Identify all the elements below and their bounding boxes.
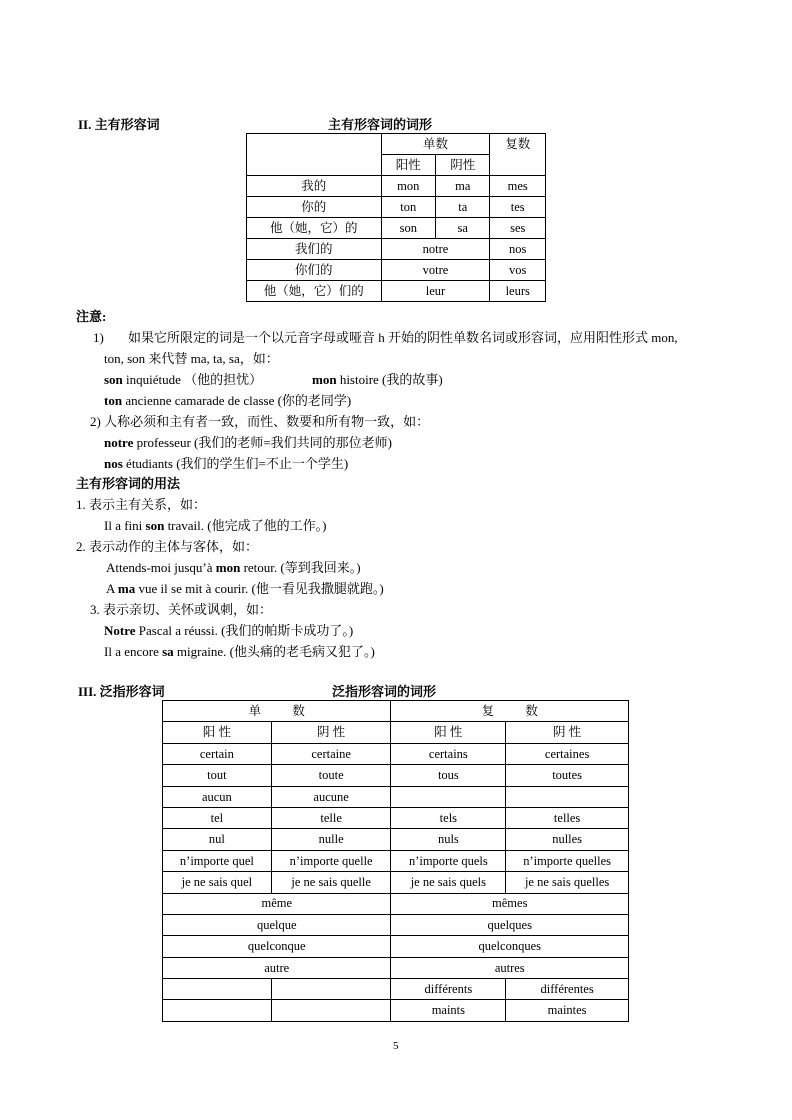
example-keyword: ma — [117, 581, 136, 596]
table-row — [247, 197, 546, 218]
example-line — [104, 394, 351, 407]
cell: tels — [391, 807, 506, 828]
row-label: 他（她，它）们的 — [247, 281, 382, 302]
note-1-text-cont: ton, son 来代替 ma, ta, sa，如： — [104, 351, 279, 366]
row-label: 我的 — [247, 176, 382, 197]
table-row — [163, 979, 629, 1000]
cell: n’importe quelle — [271, 850, 391, 871]
cell: toutes — [506, 765, 629, 786]
cell: telle — [271, 807, 391, 828]
cell — [391, 786, 506, 807]
table-title-possessive: 主有形容词的词形 — [328, 117, 433, 132]
cell — [271, 1000, 391, 1021]
example-text: A — [106, 581, 118, 596]
cell: autre — [163, 957, 391, 978]
cell-singular: votre — [381, 260, 490, 281]
example-keyword: mon — [215, 560, 241, 575]
table-row — [163, 1000, 629, 1021]
cell: certains — [391, 743, 506, 764]
head-plural: 复 数 — [391, 701, 629, 722]
example-text: migraine. (他头痛的老毛病又犯了。) — [173, 644, 375, 659]
note-1-number: 1) — [93, 330, 104, 345]
head-fem: 阴 性 — [271, 722, 391, 743]
table-row — [247, 239, 546, 260]
cell-fem: ma — [436, 176, 490, 197]
example-keyword: son — [145, 518, 165, 533]
cell: nulles — [506, 829, 629, 850]
table-row — [163, 872, 629, 893]
table-title-indefinite: 泛指形容词的词形 — [332, 684, 437, 699]
cell-masc: mon — [381, 176, 436, 197]
example-line — [104, 457, 348, 470]
table-row — [163, 914, 629, 935]
example-line — [104, 519, 326, 532]
cell: nuls — [391, 829, 506, 850]
cell-plural: ses — [490, 218, 546, 239]
example-line — [104, 373, 262, 386]
cell — [163, 1000, 272, 1021]
example-keyword: notre — [104, 435, 134, 450]
cell: je ne sais quelles — [506, 872, 629, 893]
usage-item-1: 1. 表示主有关系，如： — [76, 497, 207, 512]
note-1-text: 如果它所限定的词是一个以元音字母或哑音 h 开始的阴性单数名词或形容词，应用阳性形式 mon, — [128, 330, 678, 345]
cell: quelconques — [391, 936, 629, 957]
example-text: professeur (我们的老师=我们共同的那位老师) — [133, 435, 393, 450]
table-row — [163, 765, 629, 786]
usage-title: 主有形容词的用法 — [76, 476, 181, 491]
usage-item-3: 3. 表示亲切、关怀或讽刺，如： — [90, 602, 273, 617]
table-corner — [247, 134, 382, 176]
table-row — [247, 176, 546, 197]
row-label: 你们的 — [247, 260, 382, 281]
example-text: retour. (等到我回来。) — [240, 560, 361, 575]
example-line — [104, 436, 392, 449]
cell: différents — [391, 979, 506, 1000]
example-text: travail. (他完成了他的工作。) — [164, 518, 327, 533]
section-heading-indefinite: III. 泛指形容词 — [78, 684, 165, 699]
table-row — [247, 281, 546, 302]
example-keyword: Notre — [104, 623, 136, 638]
cell: toute — [271, 765, 391, 786]
cell — [163, 979, 272, 1000]
example-line — [312, 373, 443, 386]
cell — [271, 979, 391, 1000]
cell: tel — [163, 807, 272, 828]
cell-masc: son — [381, 218, 436, 239]
notes-title: 注意: — [76, 309, 107, 324]
cell-plural: leurs — [490, 281, 546, 302]
cell: quelconque — [163, 936, 391, 957]
example-text: ancienne camarade de classe (你的老同学) — [122, 393, 352, 408]
example-line — [104, 645, 375, 658]
example-keyword: nos — [104, 456, 123, 471]
head-fem-plural: 阴 性 — [506, 722, 629, 743]
page-number: 5 — [393, 1040, 399, 1052]
example-line — [104, 624, 353, 637]
indefinite-table — [162, 700, 629, 1022]
cell: autres — [391, 957, 629, 978]
example-keyword: mon — [312, 372, 337, 387]
table-row — [163, 957, 629, 978]
table-row — [163, 829, 629, 850]
cell: aucune — [271, 786, 391, 807]
cell: mêmes — [391, 893, 629, 914]
head-masc-plural: 阳 性 — [391, 722, 506, 743]
cell-plural: vos — [490, 260, 546, 281]
cell-plural: tes — [490, 197, 546, 218]
row-label: 他（她，它）的 — [247, 218, 382, 239]
example-text: Il a encore — [104, 644, 163, 659]
table-row — [163, 850, 629, 871]
example-text: Pascal a réussi. (我们的帕斯卡成功了。) — [135, 623, 354, 638]
cell: maints — [391, 1000, 506, 1021]
cell-plural: nos — [490, 239, 546, 260]
cell: n’importe quelles — [506, 850, 629, 871]
cell: différentes — [506, 979, 629, 1000]
head-singular: 单 数 — [163, 701, 391, 722]
cell: quelque — [163, 914, 391, 935]
example-text: histoire (我的故事) — [336, 372, 443, 387]
cell: certaines — [506, 743, 629, 764]
cell: certaine — [271, 743, 391, 764]
table-row — [163, 807, 629, 828]
table-row — [163, 743, 629, 764]
cell: nulle — [271, 829, 391, 850]
row-label: 你的 — [247, 197, 382, 218]
cell: certain — [163, 743, 272, 764]
cell: n’importe quel — [163, 850, 272, 871]
head-singular: 单数 — [381, 134, 490, 155]
note-2-text: 2) 人称必须和主有者一致，而性、数要和所有物一致，如： — [90, 414, 430, 429]
cell: aucun — [163, 786, 272, 807]
cell-singular: leur — [381, 281, 490, 302]
cell: quelques — [391, 914, 629, 935]
table-row — [163, 786, 629, 807]
example-keyword: sa — [162, 644, 174, 659]
cell: je ne sais quel — [163, 872, 272, 893]
usage-item-2: 2. 表示动作的主体与客体，如： — [76, 539, 259, 554]
cell: telles — [506, 807, 629, 828]
cell: maintes — [506, 1000, 629, 1021]
example-text: Attends-moi jusqu’à — [106, 560, 216, 575]
cell: n’importe quels — [391, 850, 506, 871]
head-fem: 阴性 — [436, 155, 490, 176]
possessive-table — [246, 133, 546, 302]
cell — [506, 786, 629, 807]
cell: nul — [163, 829, 272, 850]
head-masc: 阳性 — [381, 155, 436, 176]
example-text: inquiétude （他的担忧） — [122, 372, 263, 387]
cell: je ne sais quelle — [271, 872, 391, 893]
cell-masc: ton — [381, 197, 436, 218]
table-row — [247, 260, 546, 281]
example-keyword: ton — [104, 393, 123, 408]
row-label: 我们的 — [247, 239, 382, 260]
section-heading-possessive: II. 主有形容词 — [78, 117, 160, 132]
example-text: Il a fini — [104, 518, 146, 533]
cell: tout — [163, 765, 272, 786]
table-row — [163, 936, 629, 957]
cell: même — [163, 893, 391, 914]
cell-fem: ta — [436, 197, 490, 218]
example-text: vue il se mit à courir. (他一看见我撒腿就跑。) — [135, 581, 384, 596]
example-text: étudiants (我们的学生们=不止一个学生) — [122, 456, 349, 471]
cell: je ne sais quels — [391, 872, 506, 893]
cell: tous — [391, 765, 506, 786]
example-line — [106, 582, 384, 595]
table-row — [163, 893, 629, 914]
cell-fem: sa — [436, 218, 490, 239]
head-plural: 复数 — [490, 134, 546, 176]
table-row — [247, 218, 546, 239]
cell-plural: mes — [490, 176, 546, 197]
example-keyword: son — [104, 372, 123, 387]
cell-singular: notre — [381, 239, 490, 260]
head-masc: 阳 性 — [163, 722, 272, 743]
example-line — [106, 561, 361, 574]
